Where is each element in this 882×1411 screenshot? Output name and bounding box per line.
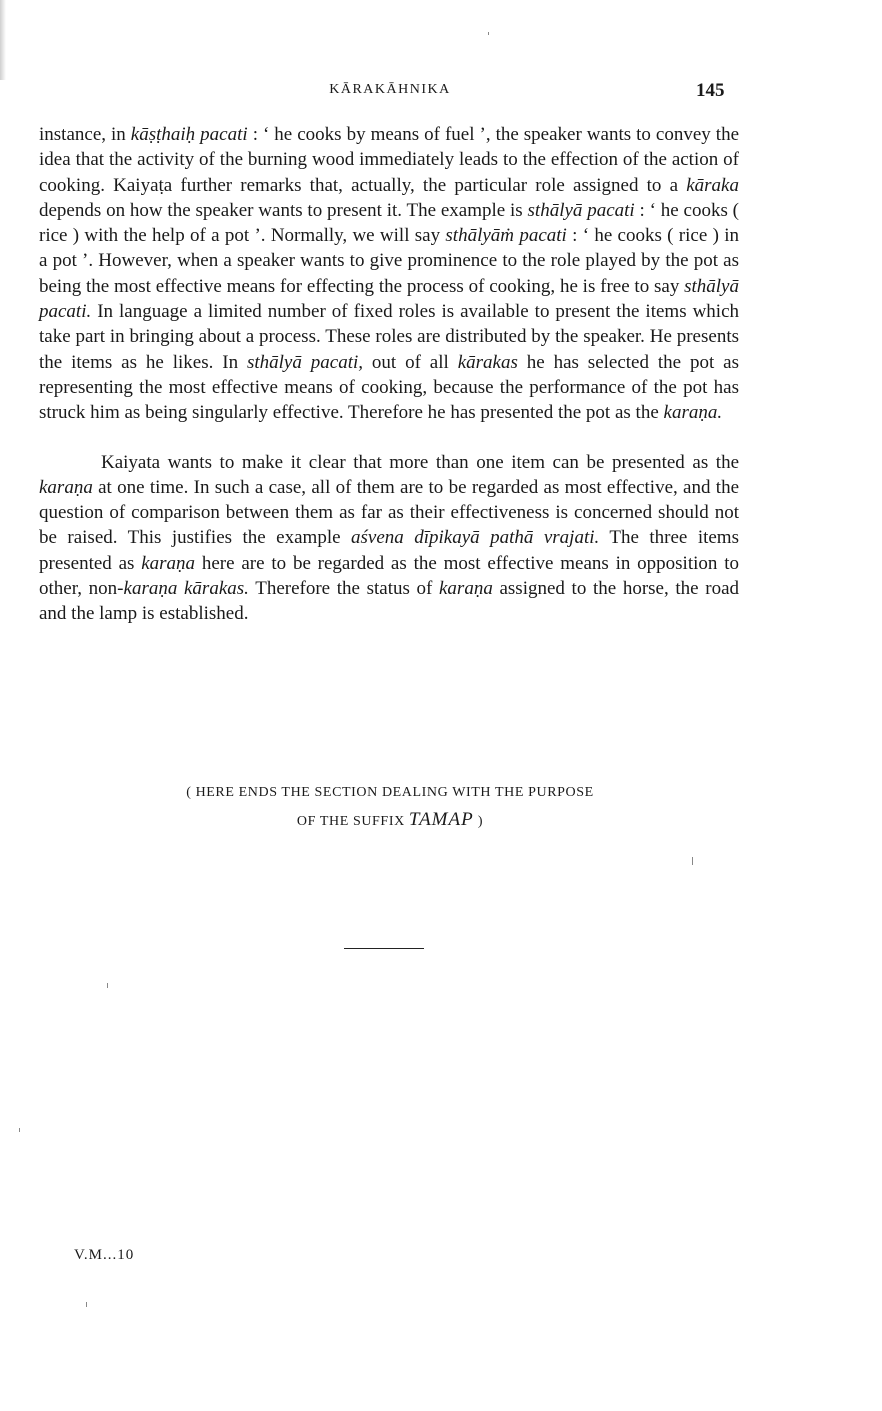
italic-term: aśvena dīpikayā pathā vrajati. xyxy=(351,527,600,549)
section-divider xyxy=(344,948,424,949)
italic-term: kārakas xyxy=(457,351,518,373)
section-end-line-1: ( HERE ENDS THE SECTION DEALING WITH THE PURPOSE xyxy=(186,785,594,800)
paragraph-1 xyxy=(39,122,739,426)
text-run: here are to be regarded as the most effective means in opposition to other, non- xyxy=(39,552,739,600)
italic-term: karaṇa xyxy=(39,476,93,498)
section-end-prefix: OF THE SUFFIX xyxy=(296,814,405,829)
paragraph-2 xyxy=(39,450,739,627)
italic-term: karaṇa xyxy=(439,578,493,600)
text-run: Kaiyata wants to make it clear that more than one item can be presented as the xyxy=(101,451,739,473)
italic-term: karaṇa xyxy=(141,552,196,574)
suffix-term: TAMAP xyxy=(408,809,474,830)
section-end-note xyxy=(100,779,680,835)
text-run: depends on how the speaker wants to present it. The example is xyxy=(39,199,528,221)
text-run: : ‘ he cooks ( rice ) with the help of a pot ’. Normally, we will say xyxy=(39,199,739,247)
italic-term: kāraka xyxy=(686,174,739,196)
scan-speck xyxy=(488,32,489,35)
italic-term: sthālyāṁ pacati xyxy=(445,225,567,247)
section-end-close: ) xyxy=(477,814,484,829)
scan-speck xyxy=(692,857,693,865)
page-number: 145 xyxy=(696,80,725,101)
italic-term: sthālyā pacati. xyxy=(39,275,739,323)
running-head xyxy=(0,80,882,104)
text-run: In language a limited number of fixed roles is available to present the items which take part in bringing about a process. These roles are distributed by the speaker. He presents the items as he likes. In xyxy=(39,301,739,373)
running-title: KĀRAKĀHNIKA xyxy=(329,82,451,97)
italic-term: sthālyā pacati xyxy=(527,199,635,221)
text-run: Therefore the status of xyxy=(248,578,439,600)
scan-speck xyxy=(86,1302,87,1307)
text-run: at one time. In such a case, all of them are to be regarded as most effective, and the question of comparison between them as far as their effectiveness is concerned should not be raised. This justifies the example xyxy=(39,476,739,549)
text-run: The three items presented as xyxy=(39,527,739,574)
italic-term: karaṇa. xyxy=(663,402,723,424)
italic-term: sthālyā pacati, xyxy=(246,351,364,373)
printer-signature: V.M...10 xyxy=(74,1247,135,1263)
italic-term: kāṣṭhaiḥ pacati xyxy=(130,124,248,145)
scan-speck xyxy=(107,983,108,988)
text-run: instance, in xyxy=(39,124,131,145)
text-run: assigned to the horse, the road and the lamp is established. xyxy=(39,578,740,625)
text-run: he has selected the pot as representing the most effective means of cooking, because the performance of the pot has struck him as being singularly effective. Therefore he has presented the pot as the xyxy=(39,351,739,424)
text-run: out of all xyxy=(363,351,458,373)
italic-term: karaṇa kārakas. xyxy=(123,578,249,600)
scan-edge-shadow xyxy=(0,0,6,80)
text-run: : ‘ he cooks by means of fuel ’, the speaker wants to convey the idea that the activity of the burning wood immediately leads to the effection of the action of cooking. Kaiyaṭa further remarks that, actually, the particular role assigned to a xyxy=(39,124,740,196)
section-end-line-2 xyxy=(100,806,680,835)
text-run: : ‘ he cooks ( rice ) in a pot ’. However, when a speaker wants to give prominence to the role played by the pot as being the most effective means for effecting the process of cooking, he is free to say xyxy=(39,225,739,297)
scan-speck xyxy=(19,1128,20,1132)
body-text xyxy=(39,122,739,627)
